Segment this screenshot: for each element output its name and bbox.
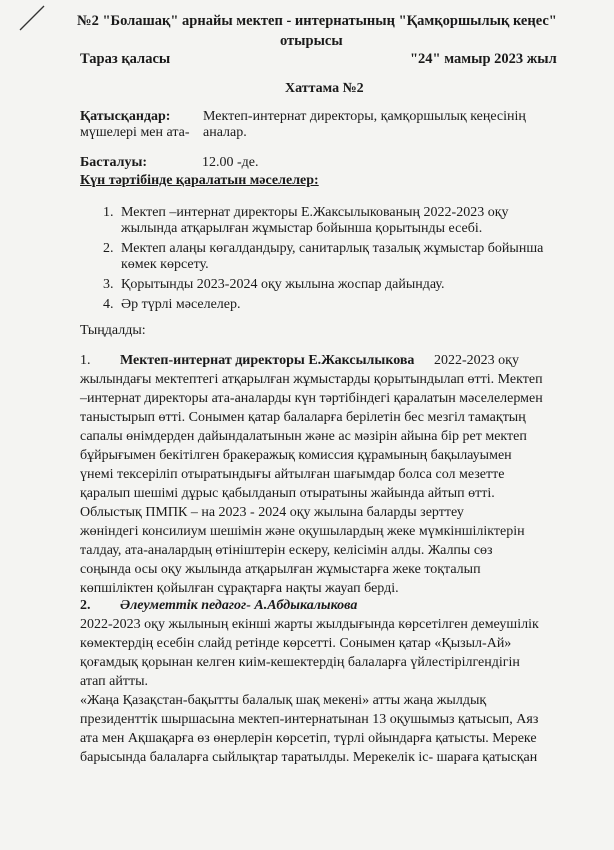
agenda-item-text: Әр түрлі мәселелер. [121, 297, 241, 312]
start-time: 12.00 -де. [202, 155, 259, 170]
agenda-item-number: 1. [103, 205, 114, 220]
participants-text-line2b: аналар. [203, 125, 247, 140]
section2-heading: Әлеуметтік педагог- А.Абдыкалыкова [120, 598, 358, 613]
section2-line: ата мен Ақшақарға өз өнерлерін көрсетіп, түрлі ойындарға қатысты. Мереке [80, 731, 537, 746]
participants-text-line1: Мектеп-интернат директоры, қамқоршылық кеңесінің [203, 109, 526, 124]
header-date: "24" мамыр 2023 жыл [410, 51, 557, 67]
agenda-item-text: Қорытынды 2023-2024 оқу жылына жоспар дайындау. [121, 277, 445, 292]
section1-line: үнемі тексеріліп отыратындығы айтылған шағымдар болса сол мезетте [80, 467, 505, 482]
section1-line: жылындағы мектептегі атқарылған жұмыстарды қорытындылап өтті. Мектеп [80, 372, 543, 387]
section1-line: жөніндегі консилиум шешімін және оқушылардың жеке мүмкіншіліктерін [80, 524, 525, 539]
section2-line: барысында балаларға сыйлықтар таратылды. Мерекелік іс- шараға қатысқан [80, 750, 538, 765]
section1-line: талдау, ата-аналардың өтініштерін ескеру, келісімін алды. Жалпы сөз [80, 543, 493, 558]
section2-number: 2. [80, 598, 91, 613]
section1-line: –интернат директоры ата-аналарды күн тәртібіндегі қаралатын мәселелермен [80, 391, 543, 406]
header-city: Тараз қаласы [80, 51, 171, 67]
header-title-line2: отырысы [280, 33, 343, 49]
agenda-item-text: Мектеп –интернат директоры Е.Жаксылыкованың 2022-2023 оқу [121, 205, 509, 220]
section1-line: көпшіліктен қойылған сұрақтарға нақты жауап берді. [80, 581, 399, 596]
section1-line: бұйрығымен бекітілген бракеражық комиссия құрамының бақылауымен [80, 448, 512, 463]
agenda-item-number: 4. [103, 297, 114, 312]
agenda-item-text: көмек көрсету. [121, 257, 209, 272]
pen-stroke-mark [0, 0, 60, 40]
section1-line: Облыстық ПМПК – на 2023 - 2024 оқу жылына баларды зерттеу [80, 505, 464, 520]
section1-heading: Мектеп-интернат директоры Е.Жаксылыкова [120, 353, 415, 368]
agenda-heading: Күн тәртібінде қаралатын мәселелер: [80, 173, 319, 188]
section1-number: 1. [80, 353, 91, 368]
participants-label: Қатысқандар: [80, 109, 171, 124]
agenda-item-number: 2. [103, 241, 114, 256]
section1-line: сапалы өнімдерден дайындалатынын және ас мәзірін айына бір рет мектеп [80, 429, 527, 444]
section1-line: таныстырып өтті. Сонымен қатар балаларға берілетін бес мезгіл тамақтың [80, 410, 526, 425]
start-label: Басталуы: [80, 155, 148, 170]
section2-line: 2022-2023 оқу жылының екінші жарты жылдығында көрсетілген демеушілік [80, 617, 539, 632]
protocol-title: Хаттама №2 [285, 81, 364, 96]
section2-line: президенттік шыршасына мектеп-интернатынан 13 оқушымыз қатысып, Аяз [80, 712, 539, 727]
section2-line: атап айтты. [80, 674, 149, 689]
section2-line: қоғамдық қорынан келген киім-кешектердің балаларға үйлестірілгендігін [80, 655, 520, 670]
participants-text-line2a: мүшелері мен ата- [80, 125, 190, 140]
agenda-item-number: 3. [103, 277, 114, 292]
agenda-item-text: Мектеп алаңы көгалдандыру, санитарлық тазалық жұмыстар бойынша [121, 241, 544, 256]
agenda-item-text: жылында атқарылған жұмыстар бойынша қорытынды есебі. [121, 221, 483, 236]
listened-label: Тыңдалды: [80, 323, 146, 338]
header-title-line1: №2 "Болашақ" арнайы мектеп - интернатының "Қамқоршылық кеңес" [77, 13, 557, 29]
section1-heading-tail: 2022-2023 оқу [434, 353, 519, 368]
section2-line: «Жаңа Қазақстан-бақытты балалық шақ мекені» атты жаңа жылдық [80, 693, 487, 708]
section1-line: қаралып шешімі дұрыс қабылданып отыратыны жайында айтып өтті. [80, 486, 495, 501]
section2-line: көмектердің есебін слайд ретінде көрсетті. Сонымен қатар «Қызыл-Ай» [80, 636, 512, 651]
section1-line: соңында осы оқу жылында атқарылған жұмыстарға жеке тоқталып [80, 562, 481, 577]
